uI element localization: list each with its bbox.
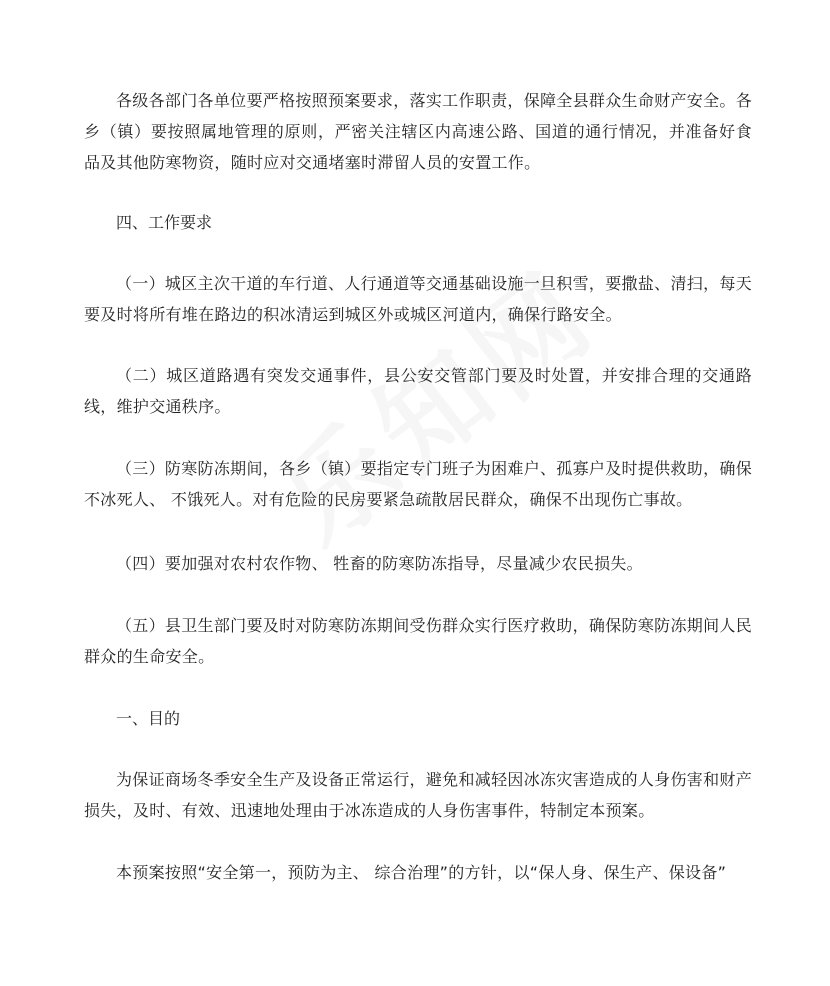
paragraph-requirement-2: （二）城区道路遇有突发交通事件，县公安交管部门要及时处置，并安排合理的交通路线，维护交通秩序。 [84, 366, 752, 416]
paragraph-requirement-5: （五）县卫生部门要及时对防寒防冻期间受伤群众实行医疗救助，确保防寒防冻期间人民群众的生命安全。 [84, 616, 752, 666]
paragraph-principle: 本预案按照“安全第一，预防为主、 综合治理”的方针，以“保人身、保生产、保设备” [116, 863, 727, 882]
paragraph-requirement-1: （一）城区主次干道的车行道、人行通道等交通基础设施一旦积雪，要撒盐、清扫，每天要及时将所有堆在路边的积冰清运到城区外或城区河道内，确保行路安全。 [84, 274, 752, 324]
heading-work-requirements: 四、工作要求 [116, 213, 213, 232]
paragraph-requirement-4: （四）要加强对农村农作物、 牲畜的防寒防冻指导，尽量减少农民损失。 [116, 554, 643, 573]
paragraph-preparedness: 各级各部门各单位要严格按照预案要求，落实工作职责，保障全县群众生命财产安全。各乡（镇）要按照属地管理的原则，严密关注辖区内高速公路、国道的通行情况，并准备好食品及其他防寒物资，随时应对交通堵塞时滞留人员的安置工作。 [84, 91, 752, 172]
paragraph-purpose: 为保证商场冬季安全生产及设备正常运行，避免和减轻因冰冻灾害造成的人身伤害和财产损失，及时、有效、迅速地处理由于冰冻造成的人身伤害事件，特制定本预案。 [84, 770, 752, 820]
heading-purpose: 一、目的 [116, 709, 181, 728]
paragraph-requirement-3: （三）防寒防冻期间，各乡（镇）要指定专门班子为困难户、孤寡户及时提供救助，确保不冰死人、 不饿死人。对有危险的民房要紧急疏散居民群众，确保不出现伤亡事故。 [84, 459, 752, 509]
